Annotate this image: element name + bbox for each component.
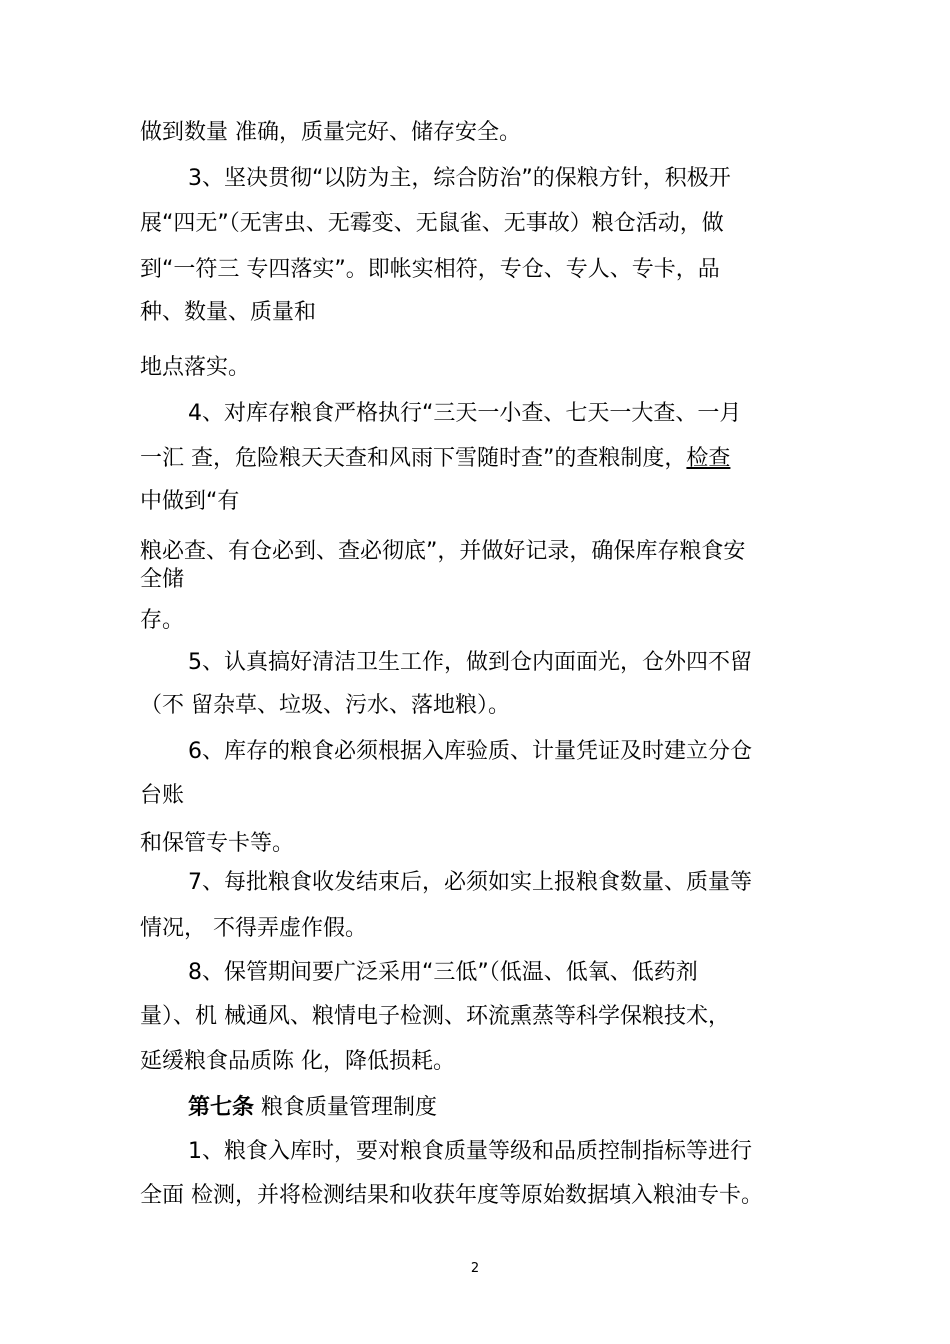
text-line: 到“一符三 专四落实”。即帐实相符，专仓、专人、专卡，品 [140, 257, 720, 282]
text-line: 种、数量、质量和 [140, 300, 317, 325]
text-line: 情况， 不得弄虚作假。 [140, 916, 367, 941]
text-line: （不 留杂草、垃圾、污水、落地粮）。 [140, 693, 510, 718]
text-line: 展“四无”（无害虫、无霉变、无鼠雀、无事故）粮仓活动，做 [140, 211, 724, 236]
page-number: 2 [470, 1261, 480, 1276]
text-line: 粮必查、有仓必到、查必彻底”，并做好记录，确保库存粮食安 [140, 539, 746, 564]
text-line: 7、每批粮食收发结束后，必须如实上报粮食数量、质量等 [188, 870, 752, 895]
text-line: 地点落实。 [140, 355, 251, 380]
underlined-text: 检查 [686, 446, 731, 471]
text-line: 1、粮食入库时，要对粮食质量等级和品质控制指标等进行 [188, 1139, 752, 1164]
text-line: 8、保管期间要广泛采用“三低”（低温、低氧、低药剂 [188, 960, 698, 985]
text-line: 3、坚决贯彻“以防为主，综合防治”的保粮方针，积极开 [188, 166, 731, 191]
text-line: 5、认真搞好清洁卫生工作，做到仓内面面光，仓外四不留 [188, 650, 752, 675]
text-segment: 一汇 查，危险粮天天查和风雨下雪随时查”的查粮制度， [140, 446, 687, 471]
article-number: 第七条 [188, 1095, 255, 1120]
text-line: 全面 检测，并将检测结果和收获年度等原始数据填入粮油专卡。 [140, 1183, 763, 1208]
article-title: 粮食质量管理制度 [254, 1095, 438, 1120]
text-line: 6、库存的粮食必须根据入库验质、计量凭证及时建立分仓 [188, 739, 752, 764]
text-line: 做到数量 准确，质量完好、储存安全。 [140, 120, 521, 145]
text-line: 量）、机 械通风、粮情电子检测、环流熏蒸等科学保粮技术， [140, 1004, 730, 1029]
text-line: 全储 [140, 567, 185, 592]
text-line: 延缓粮食品质陈 化，降低损耗。 [140, 1049, 455, 1074]
section-heading [188, 1093, 437, 1123]
text-line: 存。 [140, 608, 185, 633]
text-line: 和保管专卡等。 [140, 831, 295, 856]
text-line [140, 444, 730, 474]
text-line: 4、对库存粮食严格执行“三天一小查、七天一大查、一月 [188, 401, 742, 426]
text-line: 中做到“有 [140, 489, 240, 514]
text-line: 台账 [140, 783, 185, 808]
